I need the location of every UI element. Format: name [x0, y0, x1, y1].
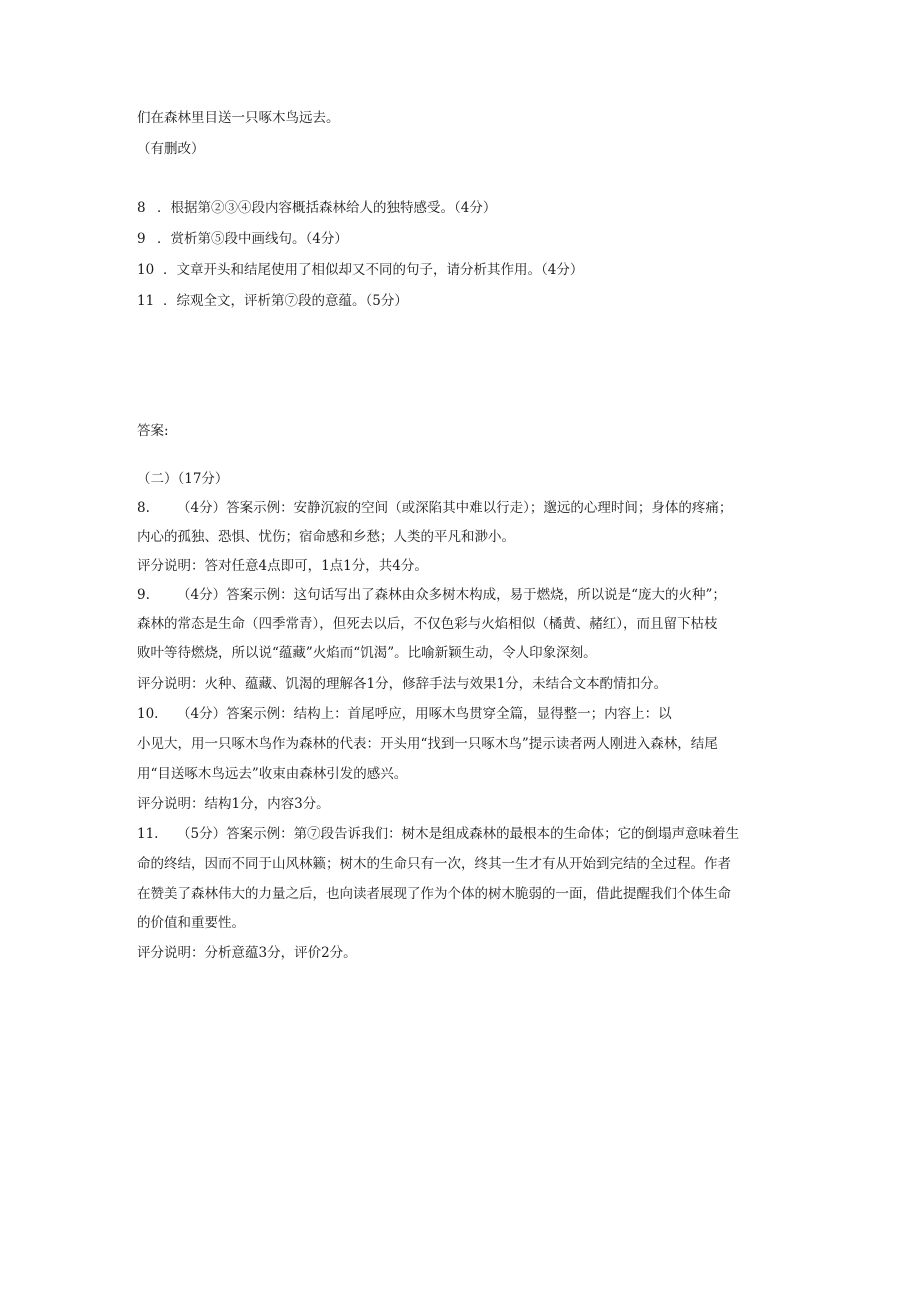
answer-9-scoring: 评分说明：火种、蕴藏、饥渴的理解各1分，修辞手法与效果1分，未结合文本酌情扣分。 — [137, 676, 668, 692]
answer-10-line-1 — [137, 704, 672, 724]
question-number: 11 — [137, 293, 155, 309]
answer-text: （4分）答案示例：安静沉寂的空间（或深陷其中难以行走）；邈远的心理时间；身体的疼痛； — [177, 500, 733, 516]
answer-text: （4分）答案示例：结构上：首尾呼应，用啄木鸟贯穿全篇，显得整一；内容上：以 — [177, 706, 672, 722]
answer-number: 8. — [137, 500, 150, 516]
passage-last-line: 们在森林里目送一只啄木鸟远去。 — [137, 110, 340, 126]
answer-number: 9. — [137, 587, 150, 603]
answer-text: （4分）答案示例：这句话写出了森林由众多树木构成，易于燃烧，所以说是“庞大的火种”； — [177, 587, 726, 603]
question-number: 10 — [137, 262, 155, 278]
answer-number: 10. — [137, 706, 159, 722]
answer-11-line-3: 在赞美了森林伟大的力量之后，也向读者展现了作为个体的树木脆弱的一面，借此提醒我们个体生命 — [137, 886, 731, 902]
answer-11-line-4: 的价值和重要性。 — [137, 915, 245, 931]
answers-heading: 答案: — [137, 423, 169, 439]
question-10 — [137, 260, 583, 280]
answer-8-line-1 — [137, 498, 732, 518]
answer-11-line-1 — [137, 824, 739, 844]
question-text: ．赏析第⑤段中画线句。（4分） — [157, 231, 348, 247]
section-label: （二）（17分） — [137, 471, 229, 487]
answer-11-scoring: 评分说明：分析意蕴3分，评价2分。 — [137, 945, 357, 961]
answer-9-line-2: 森林的常态是生命（四季常青），但死去以后，不仅色彩与火焰相似（橘黄、赭红），而且留下枯枝 — [137, 616, 718, 632]
source-note: （有删改） — [137, 141, 205, 157]
answer-10-line-3: 用“目送啄木鸟远去”收束由森林引发的感兴。 — [137, 766, 408, 782]
question-text: ．文章开头和结尾使用了相似却又不同的句子，请分析其作用。（4分） — [163, 262, 584, 278]
answer-10-scoring: 评分说明：结构1分，内容3分。 — [137, 796, 330, 812]
question-9 — [137, 229, 348, 249]
answer-9-line-1 — [137, 585, 726, 605]
question-text: ．根据第②③④段内容概括森林给人的独特感受。（4分） — [157, 200, 497, 216]
answer-10-line-2: 小见大，用一只啄木鸟作为森林的代表：开头用“找到一只啄木鸟”提示读者两人刚进入森林，结尾 — [137, 736, 718, 752]
question-number: 9 — [137, 231, 146, 247]
question-number: 8 — [137, 200, 146, 216]
answer-8-scoring: 评分说明：答对任意4点即可，1点1分，共4分。 — [137, 558, 428, 574]
answer-11-line-2: 命的终结，因而不同于山风林籁；树木的生命只有一次，终其一生才有从开始到完结的全过程。作者 — [137, 856, 731, 872]
answer-text: （5分）答案示例：第⑦段告诉我们：树木是组成森林的最根本的生命体；它的倒塌声意味着生 — [177, 826, 740, 842]
answer-9-line-3: 败叶等待燃烧，所以说“蕴藏”火焰而“饥渴”。比喻新颖生动，令人印象深刻。 — [137, 645, 597, 661]
question-text: ．综观全文，评析第⑦段的意蕴。（5分） — [163, 293, 408, 309]
question-11 — [137, 291, 408, 311]
answer-8-line-2: 内心的孤独、恐惧、忧伤；宿命感和乡愁；人类的平凡和渺小。 — [137, 529, 515, 545]
question-8 — [137, 198, 496, 218]
answer-number: 11. — [137, 826, 159, 842]
